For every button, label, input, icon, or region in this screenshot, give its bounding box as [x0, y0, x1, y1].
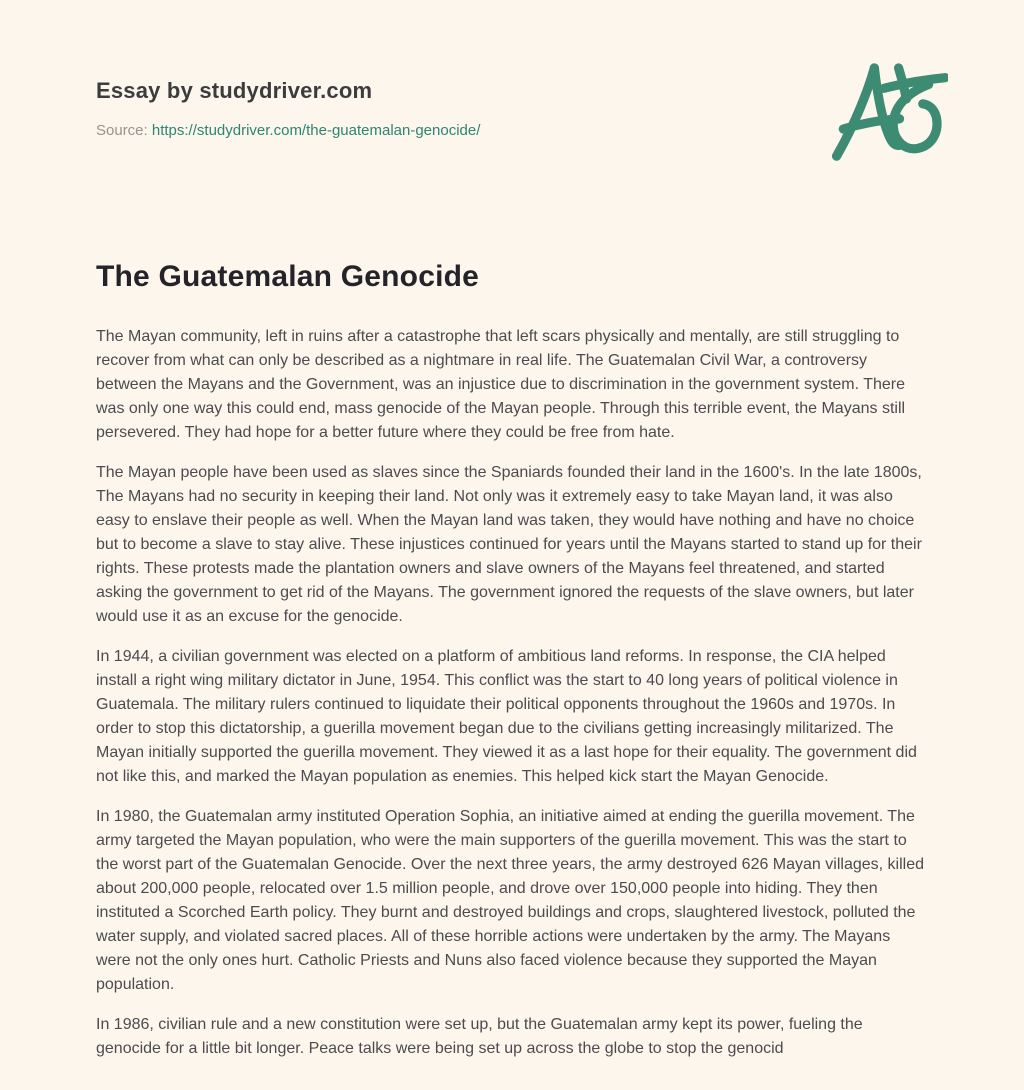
essay-title: The Guatemalan Genocide [96, 260, 480, 293]
essay-paragraph-5: In 1986, civilian rule and a new constitution were set up, but the Guatemalan army kept its power, fueling the genocide for a little bit longer. Peace talks were being set up across the globe to stop the genocid [96, 1016, 863, 1057]
a-plus-logo-icon [822, 58, 948, 170]
source-line [96, 121, 926, 141]
source-label: Source: [96, 122, 148, 139]
doc-header [96, 78, 926, 141]
essay-body [96, 325, 926, 1061]
essay-paragraph-3: In 1944, a civilian government was elected on a platform of ambitious land reforms. In response, the CIA helped install a right wing military dictator in June, 1954. This conflict was the start to 40 long years of political violence in Guatemala. The military rulers continued to liquidate their political opponents throughout the 1960s and 1970s. In order to stop this dictatorship, a guerilla movement began due to the civilians getting increasingly militarized. The Mayan initially supported the guerilla movement. They viewed it as a last hope for their equality. The government did not like this, and marked the Mayan population as enemies. This helped kick start the Mayan Genocide. [96, 648, 917, 785]
essay-paragraph-4: In 1980, the Guatemalan army instituted Operation Sophia, an initiative aimed at ending the guerilla movement. The army targeted the Mayan population, who were the main supporters of the guerilla movement. This was the start to the worst part of the Guatemalan Genocide. Over the next three years, the army destroyed 626 Mayan villages, killed about 200,000 people, relocated over 1.5 million people, and drove over 150,000 people into hiding. They then instituted a Scorched Earth policy. They burnt and destroyed buildings and crops, slaughtered livestock, polluted the water supply, and violated sacred places. All of these horrible actions were undertaken by the army. The Mayans were not the only ones hurt. Catholic Priests and Nuns also faced violence because they supported the Mayan population. [96, 808, 924, 993]
essay-content [96, 259, 926, 1061]
essay-paragraph-2: The Mayan people have been used as slaves since the Spaniards founded their land in the 1600's. In the late 1800s, The Mayans had no security in keeping their land. Not only was it extremely easy to take Mayan land, it was also easy to enslave their people as well. When the Mayan land was taken, they would have nothing and have no choice but to become a slave to stay alive. These injustices continued for years until the Mayans started to stand up for their rights. These protests made the plantation owners and slave owners of the Mayans feel threatened, and started asking the government to get rid of the Mayans. The government ignored the requests of the slave owners, but later would use it as an excuse for the genocide. [96, 464, 922, 625]
essay-paragraph-1: The Mayan community, left in ruins after a catastrophe that left scars physically and mentally, are still struggling to recover from what can only be described as a nightmare in real life. The Guatemalan Civil War, a controversy between the Mayans and the Government, was an injustice due to discrimination in the government system. There was only one way this could end, mass genocide of the Mayan people. Through this terrible event, the Mayans still persevered. They had hope for a better future where they could be free from hate. [96, 328, 906, 441]
source-link[interactable]: https://studydriver.com/the-guatemalan-genocide/ [151, 122, 481, 139]
page-title: Essay by studydriver.com [96, 78, 373, 103]
